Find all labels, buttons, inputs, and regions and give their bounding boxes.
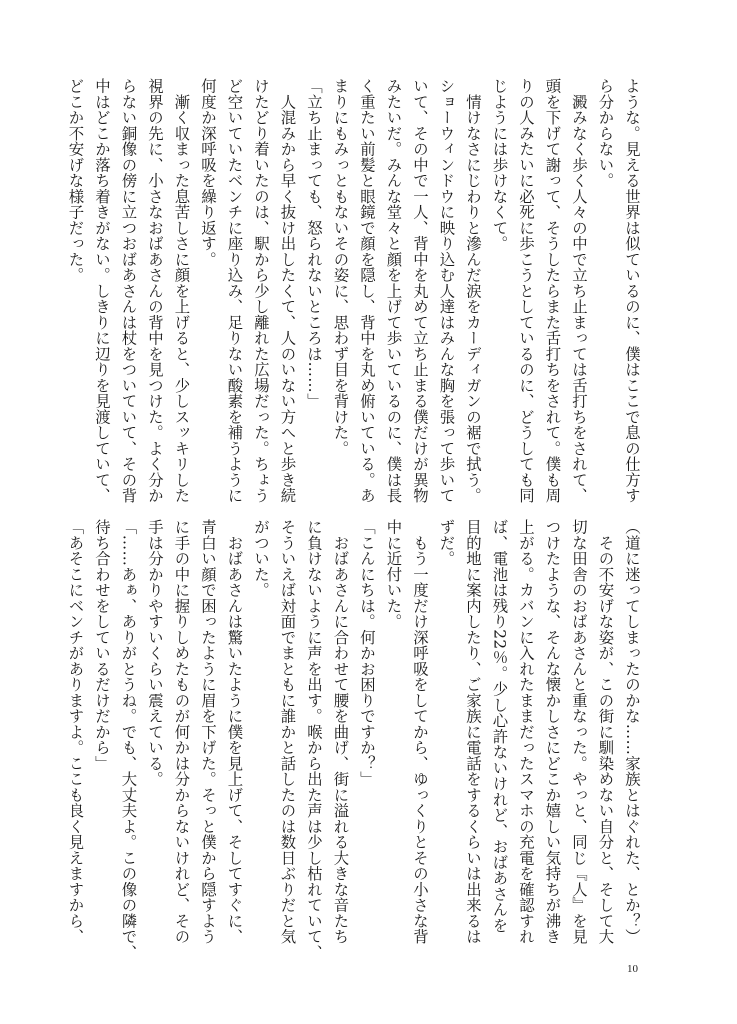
lower-text-line: 上がる。カバンに入れたままだったスマホの充電を確認すれ xyxy=(517,519,535,945)
upper-text-line: 中はどこか落ち着きがない。しきりに辺りを見渡していて、 xyxy=(93,78,111,504)
upper-text-line: らない銅像の傍に立つおばあさんは杖をついていて、その背 xyxy=(119,78,138,504)
lower-text-line: 目的地に案内したり、ご家族に電話をするくらいは出来るは xyxy=(464,519,482,945)
lower-text-line: 「……あぁ、ありがとうね。でも、大丈夫よ。この像の隣で、 xyxy=(119,519,138,960)
lower-text-line: 「あそこにベンチがありますよ。ここも良く見えますから、 xyxy=(66,519,85,945)
upper-text-line: 澱みなく歩く人々の中で立ち止まっては舌打ちをされて、 xyxy=(570,78,588,504)
upper-text-line: ような。見える世界は似ているのに、僕はここで息の仕方す xyxy=(623,78,641,504)
upper-text-line: ショーウィンドウに映り込む人達はみんな胸を張って歩いて xyxy=(437,78,456,504)
upper-text-line: じようには歩けなくて。 xyxy=(490,78,509,252)
upper-text-line: 漸く収まった息苦しさに顔を上げると、少しスッキリした xyxy=(172,78,191,504)
lower-text-line: もう一度だけ深呼吸をしてから、ゆっくりとその小さな背 xyxy=(411,519,429,945)
upper-text-line: けたどり着いたのは、駅から少し離れた広場だった。ちょう xyxy=(252,78,270,504)
upper-text-line: 視界の先に、小さなおばあさんの背中を見つけた。よく分か xyxy=(146,78,164,504)
lower-text-block xyxy=(62,519,645,960)
lower-text-line: に負けないように声を出す。喉から出た声は少し枯れていて、 xyxy=(305,519,323,960)
upper-text-line: りの人みたいに必死に歩こうとしているのに、どうしても同 xyxy=(517,78,535,504)
upper-text-line: まりにもみっともないその姿に、思わず目を背けた。 xyxy=(331,78,350,456)
lower-text-line: ば、電池は残り22％。少し心許ないけれど、おばあさんを xyxy=(490,519,509,934)
upper-text-line: 何度か深呼吸を繰り返す。 xyxy=(199,78,217,267)
lower-text-line: ずだ。 xyxy=(437,519,456,567)
lower-text-line: そういえば対面でまともに誰かと話したのは数日ぶりだと気 xyxy=(278,519,297,945)
lower-text-line: 切な田舎のおばあさんと重なった。やっと、同じ『人』を見 xyxy=(570,519,588,945)
upper-text-block xyxy=(62,78,645,504)
lower-text-line: つけたような、そんな懐かしさにどこか嬉しい気持ちが沸き xyxy=(543,519,562,945)
lower-text-line: （道に迷ってしまったのかな……家族とはぐれた、とか？） xyxy=(623,519,641,945)
upper-text-line: ら分からない。 xyxy=(596,78,615,189)
upper-text-line: 頭を下げて謝って、そうしたらまた舌打ちをされて。僕も周 xyxy=(543,78,562,504)
lower-text-line: がついた。 xyxy=(252,519,270,598)
lower-text-line: に手の中に握りしめたものが何かは分からないけれど、その xyxy=(172,519,191,945)
upper-text-line: いて、その中で一人、背中を丸めて立ち止まる僕だけが異物 xyxy=(411,78,429,504)
upper-text-line: 情けなさにじわりと滲んだ涙をカーディガンの裾で拭う。 xyxy=(464,78,482,504)
lower-text-line: 中に近付いた。 xyxy=(384,519,403,630)
lower-text-line: 「こんにちは。何かお困りですか？」 xyxy=(358,519,376,787)
lower-text-line: 青白い顔で困ったように眉を下げた。そっと僕から隠すよう xyxy=(199,519,217,945)
upper-text-line: 「立ち止まっても、怒られないところは……」 xyxy=(305,78,323,409)
upper-text-line: 人混みから早く抜け出したくて、人のいない方へと歩き続 xyxy=(278,78,297,504)
lower-text-line: 待ち合わせをしているだけだから」 xyxy=(93,519,111,771)
page-number: 10 xyxy=(627,963,638,975)
upper-text-line: ど空いていたベンチに座り込み、足りない酸素を補うように xyxy=(225,78,244,504)
lower-text-line: 手は分かりやすいくらい震えている。 xyxy=(146,519,164,787)
upper-text-line: どこか不安げな様子だった。 xyxy=(66,78,85,283)
lower-text-line: おばあさんは驚いたように僕を見上げて、そしてすぐに、 xyxy=(225,519,244,945)
upper-text-line: く重たい前髪と眼鏡で顔を隠し、背中を丸め俯いている。あ xyxy=(358,78,376,504)
lower-text-line: その不安げな姿が、この街に馴染めない自分と、そして大 xyxy=(596,519,615,945)
lower-text-line: おばあさんに合わせて腰を曲げ、街に溢れる大きな音たち xyxy=(331,519,350,945)
upper-text-line: みたいだ。みんな堂々と顔を上げて歩いているのに、僕は長 xyxy=(384,78,403,504)
